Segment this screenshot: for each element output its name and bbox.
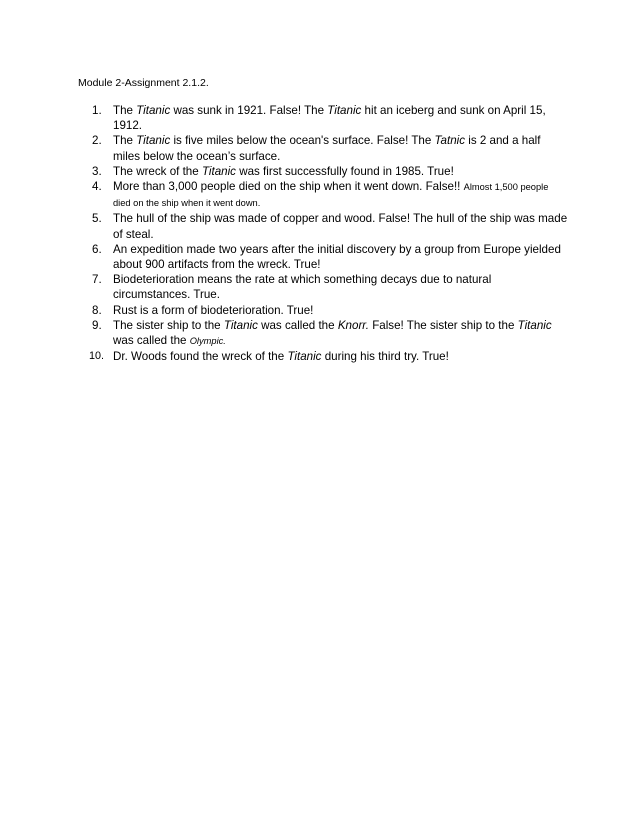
italic-term: Titanic: [136, 134, 171, 148]
list-item-7: [78, 272, 568, 302]
item-number: 3.: [92, 164, 102, 178]
item-text: was called the: [113, 334, 190, 348]
list-item-3: [78, 164, 568, 179]
item-number: 1.: [92, 104, 102, 117]
italic-term-small: Olympic.: [189, 336, 226, 347]
item-number: 7.: [92, 273, 102, 287]
item-text: was sunk in 1921. False! The: [170, 104, 328, 117]
list-item-2: [78, 133, 568, 163]
item-number: 10.: [89, 350, 105, 363]
item-text: False! The sister ship to the: [368, 318, 518, 332]
item-text: was called the: [257, 318, 338, 332]
italic-term: Tatnic: [434, 134, 466, 148]
list-item-4: [78, 179, 568, 211]
item-text: Biodeterioration means the rate at which something decays due to natural circumstances. True.: [113, 273, 492, 302]
item-text: An expedition made two years after the initial discovery by a group from Europe yielded about 900 artifacts from the wreck. True!: [113, 242, 561, 272]
true-false-list: [78, 103, 568, 364]
item-text: The: [113, 134, 137, 148]
item-text: is five miles below the ocean's surface. False! The: [170, 134, 435, 148]
item-text: Rust is a form of biodeterioration. True!: [113, 303, 314, 317]
italic-term: Titanic: [287, 350, 322, 364]
italic-term: Titanic: [223, 318, 258, 332]
item-text: was first successfully found in 1985. True!: [235, 164, 454, 178]
italic-term: Titanic: [327, 104, 362, 117]
list-item-1: [78, 103, 568, 133]
item-text: The sister ship to the: [113, 318, 224, 332]
list-item-6: [78, 242, 568, 272]
item-text: The wreck of the: [113, 164, 202, 178]
italic-term: Titanic: [517, 318, 552, 332]
list-item-8: [78, 303, 568, 318]
list-item-5: [78, 211, 568, 241]
item-number: 6.: [92, 242, 102, 256]
item-number: 9.: [92, 318, 102, 332]
item-text: More than 3,000 people died on the ship when it went down. False!!: [113, 180, 464, 194]
list-item-9: [78, 318, 568, 349]
italic-term: Titanic: [201, 164, 236, 178]
item-text: Dr. Woods found the wreck of the: [113, 350, 288, 364]
item-text: The hull of the ship was made of copper and wood. False! The hull of the ship was made of steal.: [113, 212, 568, 241]
item-text: hit an iceberg and sunk on April 15, 1912.: [113, 104, 546, 133]
item-text: is 2 and a half miles below the ocean’s surface.: [113, 134, 541, 163]
item-number: 8.: [92, 303, 102, 317]
list-item-10: [78, 349, 568, 364]
item-number: 4.: [92, 180, 102, 194]
item-text: The: [113, 104, 137, 117]
small-correction-text: Almost 1,500 people died on the ship when it went down.: [113, 182, 549, 209]
item-number: 2.: [92, 134, 102, 148]
italic-term: Titanic: [136, 104, 171, 117]
assignment-heading: Module 2-Assignment 2.1.2.: [78, 77, 209, 89]
italic-term: Knorr.: [337, 318, 369, 332]
item-number: 5.: [92, 212, 102, 226]
item-text: during his third try. True!: [321, 350, 449, 364]
